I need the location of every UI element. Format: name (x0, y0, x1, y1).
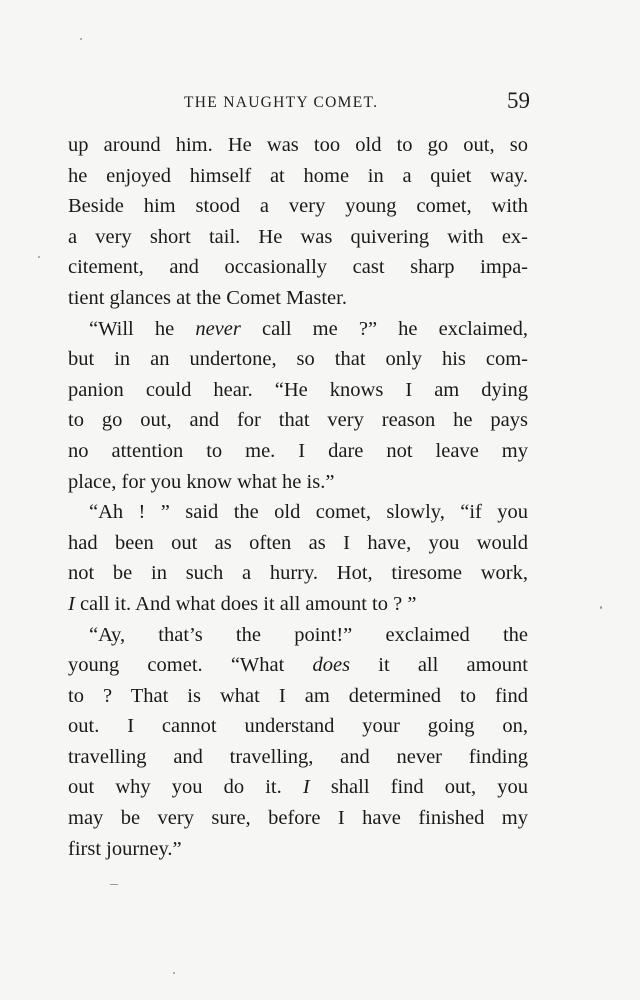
text-line: he enjoyed himself at home in a quiet way. (68, 164, 528, 187)
text-line: “Ay, that’s the point!” exclaimed the (89, 623, 528, 646)
text-line: but in an undertone, so that only his com- (68, 348, 528, 371)
text-line: out. I cannot understand your going on, (68, 715, 528, 738)
body-text (68, 130, 528, 864)
text-line: to go out, and for that very reason he pays (68, 409, 528, 432)
italic-run: does (312, 654, 351, 677)
text-line: to ? That is what I am determined to find (68, 684, 528, 707)
text-run: call me ?” he exclaimed, (240, 317, 528, 340)
paper-speck (110, 884, 118, 885)
text-line (68, 650, 528, 681)
text-run: call it. And what does it all amount to ? ” (74, 592, 417, 615)
text-line (68, 589, 528, 620)
paper-speck (80, 38, 82, 40)
text-line: citement, and occasionally cast sharp impa- (68, 256, 528, 279)
text-line: “Ah ! ” said the old comet, slowly, “if you (89, 501, 528, 524)
text-run: it all amount (350, 654, 528, 677)
text-run: shall find out, you (309, 776, 528, 799)
text-run: out why you do it. (68, 776, 303, 799)
text-line: panion could hear. “He knows I am dying (68, 378, 528, 401)
text-line (68, 772, 528, 803)
text-line: a very short tail. He was quivering with ex- (68, 225, 528, 248)
page-number: 59 (507, 88, 530, 113)
italic-run: I (68, 592, 75, 615)
text-line: travelling and travelling, and never finding (68, 745, 528, 768)
italic-run: never (195, 317, 241, 340)
text-line: first journey.” (68, 837, 182, 860)
text-line (68, 314, 528, 345)
paper-speck (173, 972, 175, 974)
text-line: place, for you know what he is.” (68, 470, 335, 493)
running-head (68, 88, 530, 118)
text-line: had been out as often as I have, you would (68, 531, 528, 554)
text-line: no attention to me. I dare not leave my (68, 439, 528, 462)
text-run: young comet. “What (68, 654, 313, 677)
paper-speck (38, 256, 40, 258)
text-line: Beside him stood a very young comet, with (68, 195, 528, 218)
text-line: up around him. He was too old to go out, so (68, 134, 528, 156)
text-line: may be very sure, before I have finished my (68, 807, 528, 830)
italic-run: I (302, 776, 310, 799)
running-title: THE NAUGHTY COMET. (184, 94, 379, 111)
paper-speck (600, 606, 602, 609)
text-line: tient glances at the Comet Master. (68, 286, 347, 309)
text-line: not be in such a hurry. Hot, tiresome work, (68, 562, 528, 585)
text-run: “Will he (89, 317, 196, 340)
